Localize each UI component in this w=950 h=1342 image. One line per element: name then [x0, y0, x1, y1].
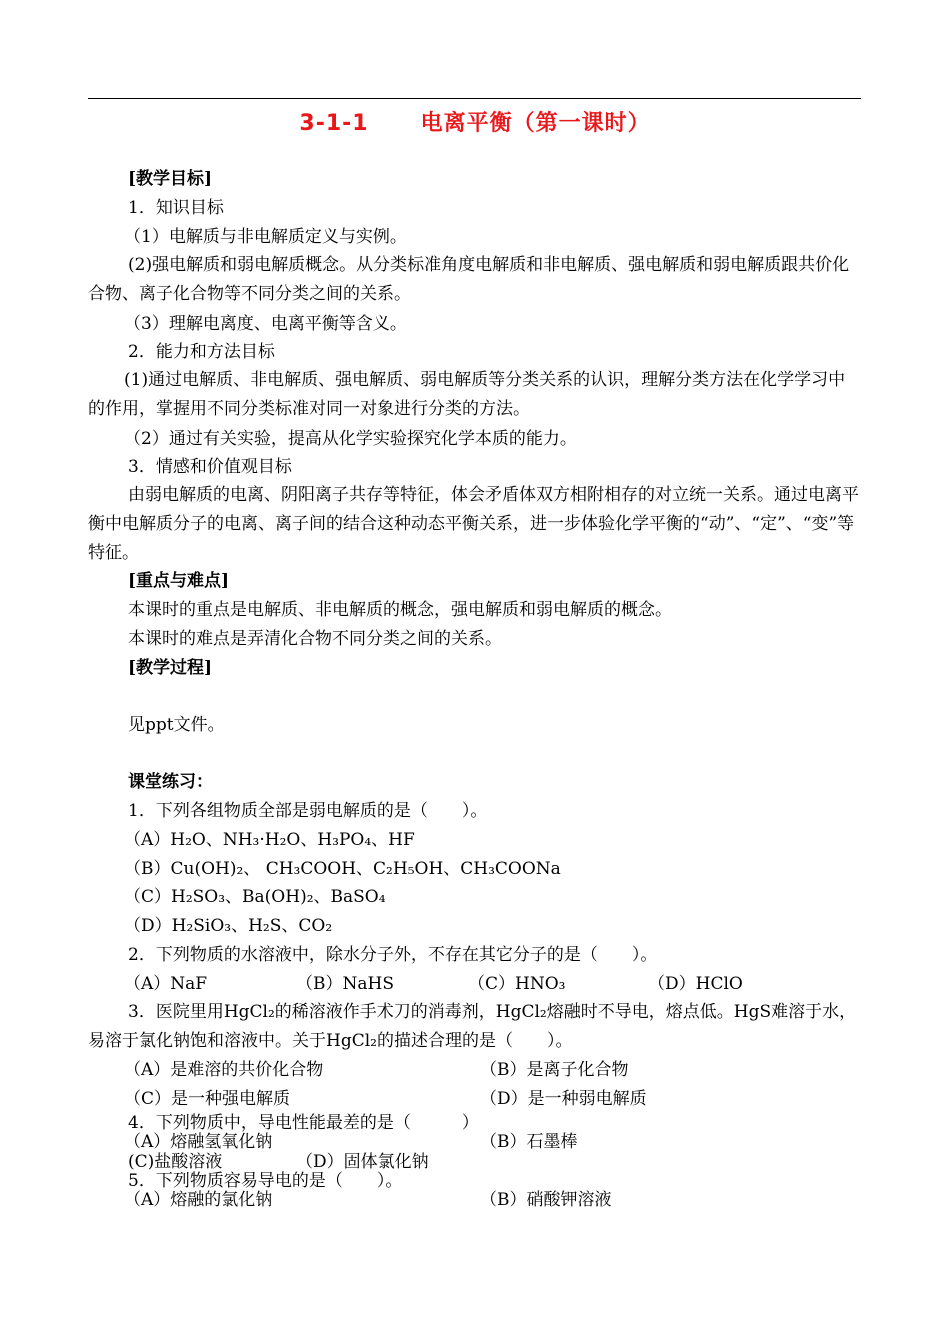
exercises-heading: 课堂练习： [128, 772, 213, 792]
knowledge-goal-title: 1．知识目标 [128, 198, 224, 218]
q5-option-a: （A）熔融的氯化钠 [124, 1190, 273, 1210]
q4-stem: 4．下列物质中，导电性能最差的是（ ） [128, 1113, 479, 1133]
process-body: 见ppt文件。 [128, 715, 225, 735]
q2-option-a: （A）NaF [124, 974, 208, 994]
q1-option-b: （B）Cu(OH)₂、 CH₃COOH、C₂H₅OH、CH₃COONa [124, 859, 561, 879]
process-heading: [教学过程] [128, 658, 213, 678]
q4-option-c: (C)盐酸溶液 [128, 1152, 223, 1172]
key-point: 本课时的重点是电解质、非电解质的概念，强电解质和弱电解质的概念。 [128, 600, 672, 620]
ability-goal-2: （2）通过有关实验，提高从化学实验探究化学本质的能力。 [124, 429, 577, 449]
emotion-goal-1: 由弱电解质的电离、阴阳离子共存等特征，体会矛盾体双方相附相存的对立统一关系。通过电离平衡中电解质分子的电离、离子间的结合这种动态平衡关系，进一步体验化学平衡的“动”、“定”、“变”等特征。 [88, 485, 859, 563]
q1-option-c: （C）H₂SO₃、Ba(OH)₂、BaSO₄ [124, 887, 386, 907]
difficult-point: 本课时的难点是弄清化合物不同分类之间的关系。 [128, 629, 502, 649]
q3-stem: 3．医院里用HgCl₂的稀溶液作手术刀的消毒剂，HgCl₂熔融时不导电，熔点低。HgS难溶于水，易溶于氯化钠饱和溶液中。关于HgCl₂的描述合理的是（ ）。 [88, 1002, 857, 1051]
lesson-code: 3-1-1 [299, 111, 369, 136]
q5-stem: 5．下列物质容易导电的是（ ）。 [128, 1171, 403, 1191]
knowledge-goal-3: （3）理解电离度、电离平衡等含义。 [124, 314, 407, 334]
q2-option-d: （D）HClO [648, 974, 743, 994]
page-title [0, 106, 950, 137]
q5-option-b: （B）硝酸钾溶液 [480, 1190, 612, 1210]
q2-stem: 2．下列物质的水溶液中，除水分子外，不存在其它分子的是（ ）。 [128, 945, 658, 965]
q3-option-c: （C）是一种强电解质 [124, 1089, 291, 1109]
q2-option-b: （B）NaHS [296, 974, 394, 994]
key-points-heading: [重点与难点] [128, 571, 230, 591]
ability-goal-1: (1)通过电解质、非电解质、强电解质、弱电解质等分类关系的认识，理解分类方法在化学学习中的作用，掌握用不同分类标准对同一对象进行分类的方法。 [88, 370, 846, 419]
lesson-title: 电离平衡（第一课时） [420, 111, 651, 136]
emotion-goal-title: 3．情感和价值观目标 [128, 457, 292, 477]
q3-option-a: （A）是难溶的共价化合物 [124, 1060, 324, 1080]
q1-stem: 1．下列各组物质全部是弱电解质的是（ ）。 [128, 801, 488, 821]
ability-goal-title: 2．能力和方法目标 [128, 342, 275, 362]
q3-option-d: （D）是一种弱电解质 [480, 1089, 647, 1109]
q4-option-b: （B）石墨棒 [480, 1132, 578, 1152]
knowledge-goal-2: (2)强电解质和弱电解质概念。从分类标准角度电解质和非电解质、强电解质和弱电解质跟共价化合物、离子化合物等不同分类之间的关系。 [88, 255, 850, 304]
q4-option-d: （D）固体氯化钠 [296, 1152, 429, 1172]
q4-option-a: （A）熔融氢氧化钠 [124, 1132, 273, 1152]
header-rule [88, 98, 861, 99]
objectives-heading: [教学目标] [128, 169, 213, 189]
q3-option-b: （B）是离子化合物 [480, 1060, 629, 1080]
knowledge-goal-1: （1）电解质与非电解质定义与实例。 [124, 227, 407, 247]
q2-option-c: （C）HNO₃ [468, 974, 566, 994]
q1-option-a: （A）H₂O、NH₃·H₂O、H₃PO₄、HF [124, 830, 415, 850]
q1-option-d: （D）H₂SiO₃、H₂S、CO₂ [124, 916, 333, 936]
